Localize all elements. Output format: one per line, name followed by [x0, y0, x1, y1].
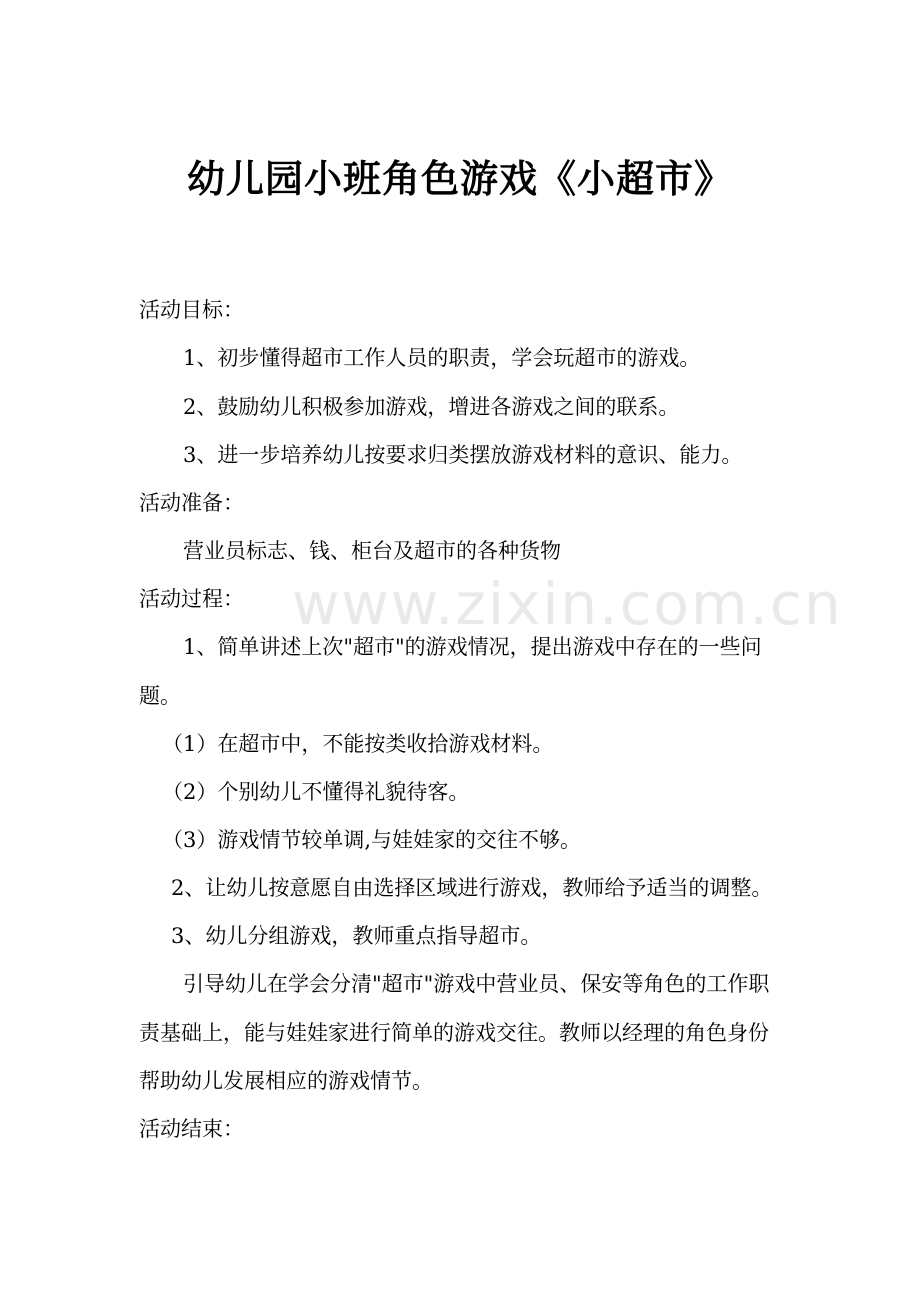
- section-heading-goals: 活动目标：: [139, 298, 244, 322]
- document-title: 幼儿园小班角色游戏《小超市》: [186, 156, 733, 201]
- goal-item-1: 1、初步懂得超市工作人员的职责，学会玩超市的游戏。: [183, 346, 701, 370]
- process-subitem-1: （1）在超市中，不能按类收拾游戏材料。: [162, 732, 554, 756]
- section-heading-process: 活动过程：: [139, 587, 244, 611]
- process-step-2: 2、让幼儿按意愿自由选择区域进行游戏，教师给予适当的调整。: [171, 876, 773, 900]
- process-subitem-3: （3）游戏情节较单调,与娃娃家的交往不够。: [162, 828, 582, 852]
- process-subitem-2: （2）个别幼儿不懂得礼貌待客。: [162, 780, 470, 804]
- process-step-1-cont: 题。: [139, 684, 181, 708]
- goal-item-2: 2、鼓励幼儿积极参加游戏，增进各游戏之间的联系。: [183, 395, 680, 419]
- guidance-paragraph-line-3: 帮助幼儿发展相应的游戏情节。: [139, 1069, 433, 1093]
- guidance-paragraph-line-2: 责基础上，能与娃娃家进行简单的游戏交往。教师以经理的角色身份: [139, 1021, 769, 1045]
- section-heading-preparation: 活动准备：: [139, 491, 244, 515]
- guidance-paragraph-line-1: 引导幼儿在学会分清"超市"游戏中营业员、保安等角色的工作职: [183, 972, 770, 996]
- watermark: www.zixin.com.cn: [292, 570, 843, 638]
- process-step-3: 3、幼儿分组游戏，教师重点指导超市。: [171, 924, 542, 948]
- goal-item-3: 3、进一步培养幼儿按要求归类摆放游戏材料的意识、能力。: [183, 443, 743, 467]
- preparation-text: 营业员标志、钱、柜台及超市的各种货物: [183, 539, 561, 563]
- process-step-1: 1、简单讲述上次"超市"的游戏情况，提出游戏中存在的一些问: [183, 635, 762, 659]
- section-heading-end: 活动结束：: [139, 1117, 244, 1141]
